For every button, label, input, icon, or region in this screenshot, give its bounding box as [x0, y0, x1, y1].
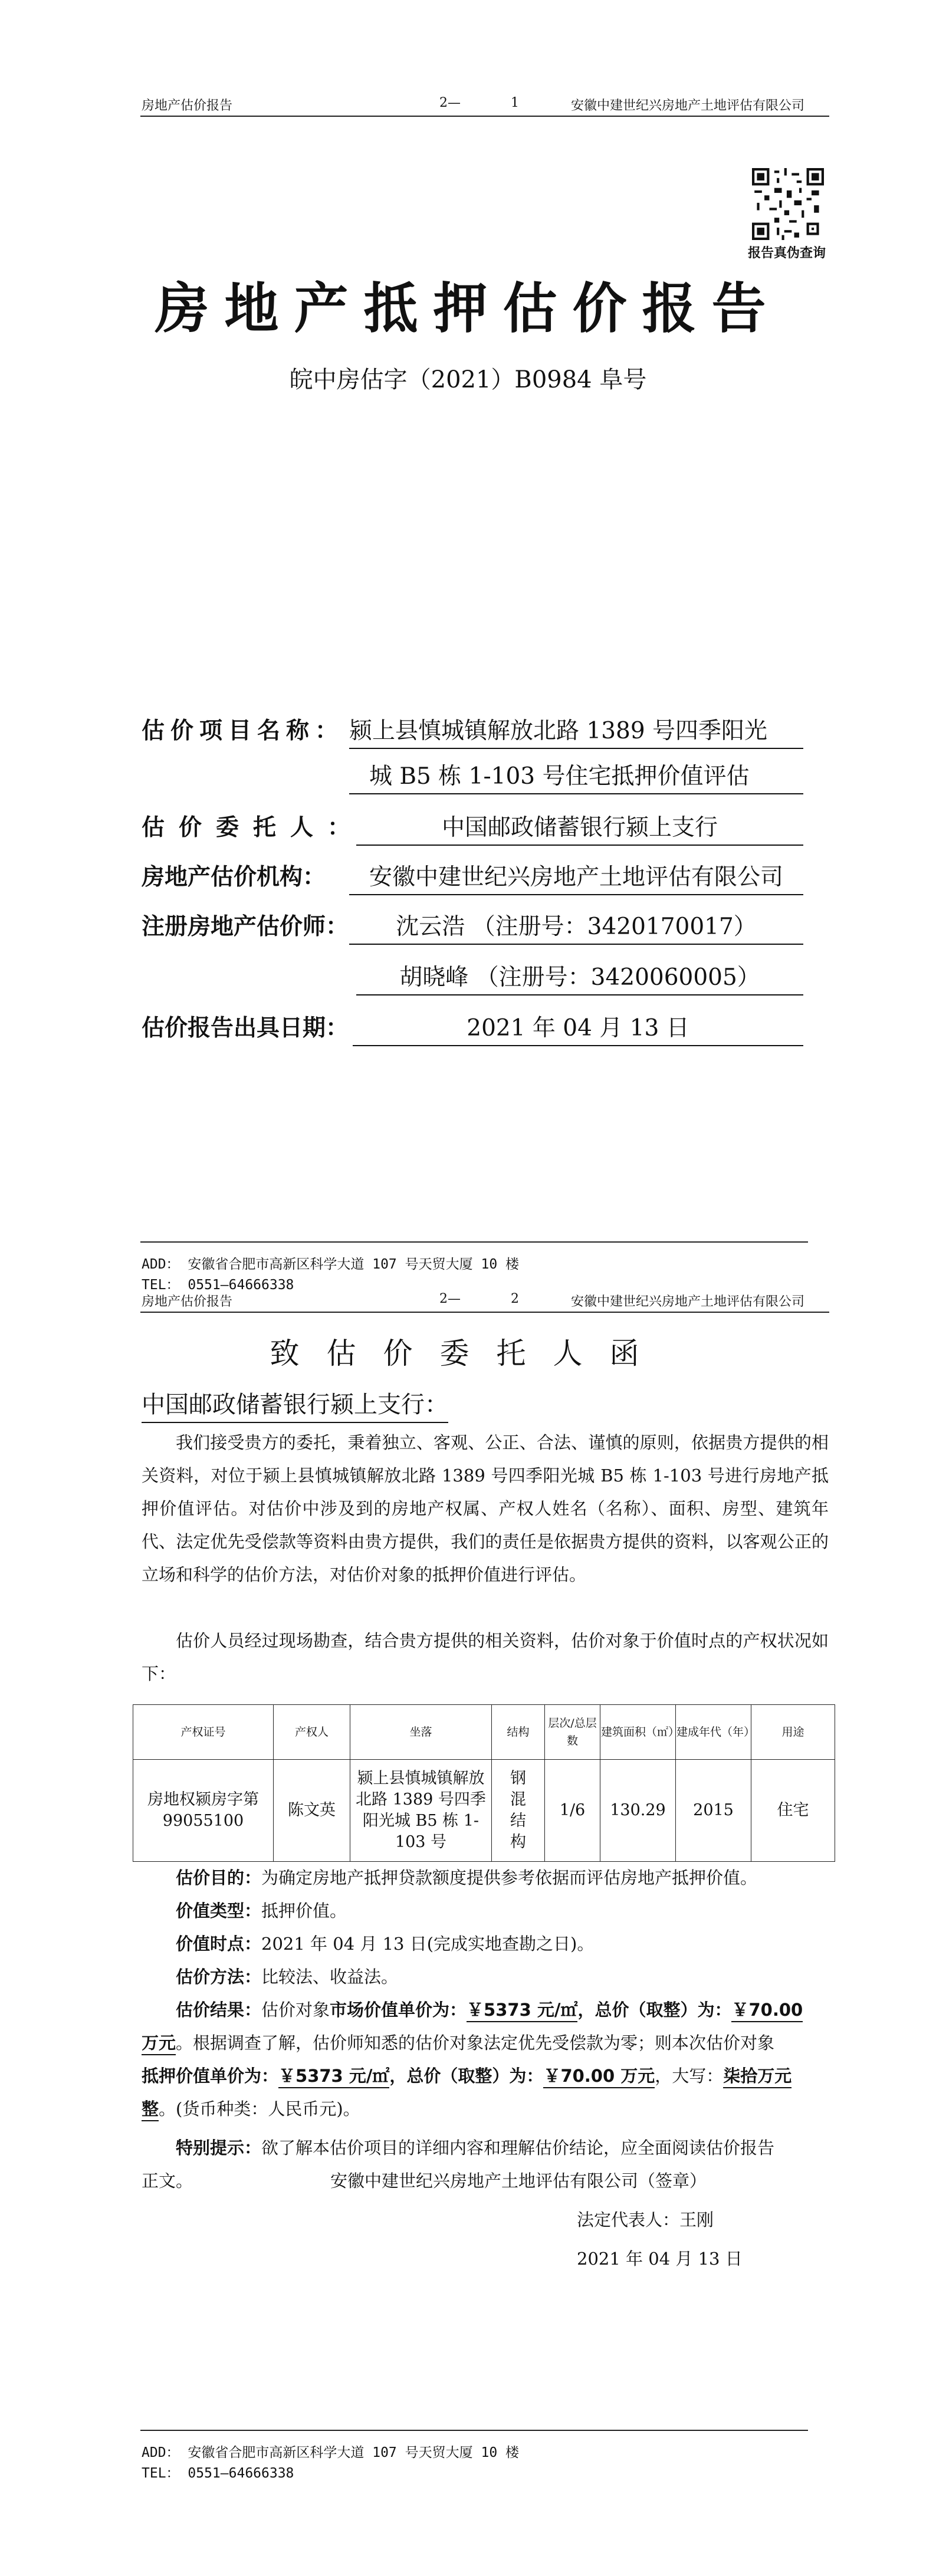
footer-tel: TEL： 0551—64666338: [142, 2466, 294, 2481]
issue-date-value: 2021 年 04 月 13 日: [353, 1010, 803, 1046]
letter-title: 致估价委托人函: [270, 1336, 666, 1371]
issue-date-label: 估价报告出具日期：: [142, 1015, 349, 1041]
value-type-line: 价值类型：抵押价值。: [176, 1901, 347, 1921]
property-rights-table: [133, 1704, 835, 1862]
letter-paragraph-2: 估价人员经过现场勘查，结合贵方提供的相关资料，估价对象于价值时点的产权状况如下：: [142, 1631, 829, 1684]
page-header-page-prefix: 2—: [439, 1292, 461, 1306]
footer-address: ADD： 安徽省合肥市高新区科学大道 107 号天贸大厦 10 楼: [142, 1257, 520, 1272]
legal-representative: 法定代表人：王刚: [577, 2210, 714, 2230]
table-cell-floor: 1/6: [545, 1760, 600, 1862]
appraiser-1: 沈云浩 （注册号：3420170017）: [349, 908, 803, 945]
page-header-page-prefix: 2—: [439, 96, 461, 110]
page-header-left: 房地产估价报告: [142, 98, 233, 113]
letter-addressee: 中国邮政储蓄银行颍上支行：: [142, 1386, 448, 1423]
header-rule: [140, 1312, 829, 1313]
special-note-line-2: 正文。: [142, 2171, 193, 2191]
table-header-cell: 结构: [492, 1705, 545, 1760]
client-label: 估价委托人：: [142, 814, 365, 841]
table-header-cell: 坐落: [350, 1705, 492, 1760]
page-header-left: 房地产估价报告: [142, 1294, 233, 1309]
table-cell-year: 2015: [676, 1760, 751, 1862]
project-name-line1: 颍上县慎城镇解放北路 1389 号四季阳光: [349, 712, 803, 749]
page-header-right: 安徽中建世纪兴房地产土地评估有限公司: [571, 1294, 805, 1309]
table-header-cell: 产权人: [274, 1705, 350, 1760]
qr-code-icon[interactable]: [752, 168, 824, 240]
table-header-row: [133, 1705, 835, 1760]
footer-rule: [140, 2430, 808, 2431]
table-cell-usage: 住宅: [751, 1760, 835, 1862]
purpose-line: 估价目的：为确定房地产抵押贷款额度提供参考依据而评估房地产抵押价值。: [176, 1868, 758, 1888]
table-header-cell: 产权证号: [133, 1705, 274, 1760]
table-cell-area: 130.29: [600, 1760, 676, 1862]
client-value: 中国邮政储蓄银行颍上支行: [356, 809, 803, 846]
sign-date: 2021 年 04 月 13 日: [577, 2249, 743, 2269]
table-header-cell: 用途: [751, 1705, 835, 1760]
appraiser-2: 胡晓峰 （注册号：3420060005）: [356, 959, 803, 995]
value-date-line: 价值时点：2021 年 04 月 13 日(完成实地查勘之日)。: [176, 1934, 595, 1954]
result-line-4: 整。(货币种类：人民币元)。: [142, 2096, 360, 2120]
page-header-page-number: 2: [511, 1292, 519, 1306]
appraiser-label: 注册房地产估价师：: [142, 914, 349, 940]
qr-caption: 报告真伪查询: [748, 246, 826, 261]
table-cell-location: 颍上县慎城镇解放北路 1389 号四季阳光城 B5 栋 1-103 号: [350, 1760, 492, 1862]
header-rule: [140, 116, 829, 117]
agency-label: 房地产估价机构：: [142, 864, 326, 891]
table-row: [133, 1760, 835, 1862]
footer-rule: [140, 1241, 808, 1243]
result-line-2: 万元。根据调查了解，估价师知悉的估价对象法定优先受偿款为零；则本次估价对象: [142, 2030, 774, 2054]
table-header-cell: 建成年代（年）: [676, 1705, 751, 1760]
method-line: 估价方法：比较法、收益法。: [176, 1967, 399, 1987]
agency-value: 安徽中建世纪兴房地产土地评估有限公司: [349, 859, 803, 895]
page-header-right: 安徽中建世纪兴房地产土地评估有限公司: [571, 98, 805, 113]
report-number: 皖中房估字（2021）B0984 阜号: [289, 366, 647, 393]
report-title: 房地产抵押估价报告: [155, 277, 781, 340]
table-header-cell: 建筑面积（㎡）: [600, 1705, 676, 1760]
footer-address: ADD： 安徽省合肥市高新区科学大道 107 号天贸大厦 10 楼: [142, 2445, 520, 2460]
project-name-line2: 城 B5 栋 1-103 号住宅抵押价值评估: [349, 758, 803, 794]
table-cell-structure: 钢混结构: [492, 1760, 545, 1862]
table-cell-certificate: 房地权颍房字第 99055100: [133, 1760, 274, 1862]
special-note-line-1: 特别提示：欲了解本估价项目的详细内容和理解估价结论，应全面阅读估价报告: [176, 2138, 775, 2158]
signer-company: 安徽中建世纪兴房地产土地评估有限公司（签章）: [330, 2171, 707, 2191]
project-name-label: 估价项目名称：: [142, 718, 344, 744]
table-cell-owner: 陈文英: [274, 1760, 350, 1862]
result-line-3: 抵押价值单价为：￥5373 元/㎡，总价（取整）为：￥70.00 万元，大写：柒拾万元: [142, 2063, 792, 2087]
page-header-page-number: 1: [511, 96, 519, 110]
result-line-1: 估价结果：估价对象市场价值单价为：￥5373 元/㎡，总价（取整）为：￥70.00: [176, 1997, 803, 2021]
footer-tel: TEL： 0551—64666338: [142, 1277, 294, 1293]
table-header-cell: 层次/总层数: [545, 1705, 600, 1760]
letter-paragraph-1: 我们接受贵方的委托，秉着独立、客观、公正、合法、谨慎的原则，依据贵方提供的相关资料，对位于颍上县慎城镇解放北路 1389 号四季阳光城 B5 栋 1-103 号进行房地产抵押价值评估。对估价中涉及到的房地产权属、产权人姓名（名称）、面积、房型、建筑年代、法定优先受偿款等资料由贵方提供，我们的责任是依据贵方提供的资料，以客观公正的立场和科学的估价方法，对估价对象的抵押价值进行评估。: [142, 1432, 829, 1585]
